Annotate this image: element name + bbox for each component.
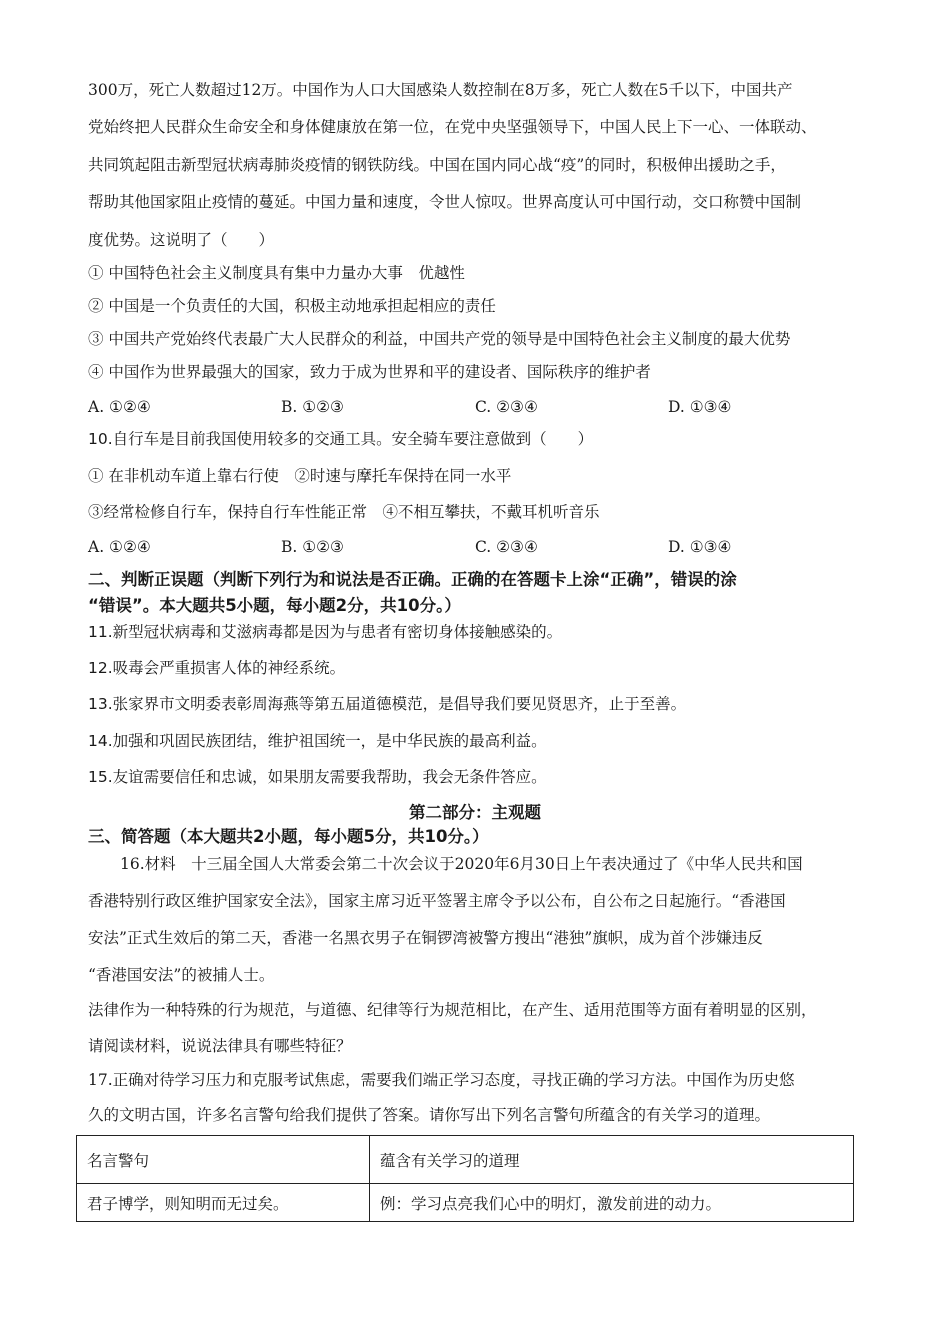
q17-line: 久的文明古国，许多名言警句给我们提供了答案。请你写出下列名言警句所蕴含的有关学习的道理。 <box>88 1106 771 1124</box>
q9-text-line: 度优势。这说明了（ ） <box>88 231 275 249</box>
q9-item: ④ 中国作为世界最强大的国家，致力于成为世界和平的建设者、国际秩序的维护者 <box>88 363 651 381</box>
q9-item: ③ 中国共产党始终代表最广大人民群众的利益，中国共产党的领导是中国特色社会主义制度的最大优势 <box>88 330 791 348</box>
q9-item: ① 中国特色社会主义制度具有集中力量办大事 优越性 <box>88 264 465 282</box>
table-row <box>77 1184 854 1222</box>
q10-option-b: B. ①②③ <box>281 538 344 556</box>
q11: 11.新型冠状病毒和艾滋病毒都是因为与患者有密切身体接触感染的。 <box>88 623 563 641</box>
q9-text-line: 300万，死亡人数超过12万。中国作为人口大国感染人数控制在8万多，死亡人数在5千以下，中国共产 <box>88 81 793 99</box>
q12: 12.吸毒会严重损害人体的神经系统。 <box>88 659 346 677</box>
q10-stem: 10.自行车是目前我国使用较多的交通工具。安全骑车要注意做到（ ） <box>88 430 594 448</box>
part2-title: 第二部分：主观题 <box>409 803 541 822</box>
q9-text-line: 帮助其他国家阻止疫情的蔓延。中国力量和速度，令世人惊叹。世界高度认可中国行动，交口称赞中国制 <box>88 193 802 211</box>
q16-material-line: “香港国安法”的被捕人士。 <box>88 966 275 984</box>
q9-text-line: 党始终把人民群众生命安全和身体健康放在第一位，在党中央坚强领导下，中国人民上下一心、一体联动、 <box>88 118 817 136</box>
section2-heading: 二、判断正误题（判断下列行为和说法是否正确。正确的在答题卡上涂“正确”，错误的涂 <box>88 570 737 589</box>
table-header-cell: 名言警句 <box>77 1136 370 1184</box>
q10-option-d: D. ①③④ <box>668 538 732 556</box>
q9-item: ② 中国是一个负责任的大国，积极主动地承担起相应的责任 <box>88 297 496 315</box>
q9-option-d: D. ①③④ <box>668 398 732 416</box>
q16-material-line: 香港特别行政区维护国家安全法》，国家主席习近平签署主席令予以公布，自公布之日起施行。“香港国 <box>88 892 786 910</box>
q9-option-a: A. ①②④ <box>88 398 151 416</box>
table-header-cell: 蕴含有关学习的道理 <box>370 1136 854 1184</box>
table-cell: 君子博学，则知明而无过矣。 <box>77 1184 370 1222</box>
q13: 13.张家界市文明委表彰周海燕等第五届道德模范，是倡导我们要见贤思齐，止于至善。 <box>88 695 687 713</box>
q16-question-line: 法律作为一种特殊的行为规范，与道德、纪律等行为规范相比，在产生、适用范围等方面有着明显的区别， <box>88 1001 817 1019</box>
q10-option-a: A. ①②④ <box>88 538 151 556</box>
q15: 15.友谊需要信任和忠诚，如果朋友需要我帮助，我会无条件答应。 <box>88 768 547 786</box>
q10-option-c: C. ②③④ <box>475 538 538 556</box>
q9-text-line: 共同筑起阻击新型冠状病毒肺炎疫情的钢铁防线。中国在国内同心战“疫”的同时，积极伸出援助之手， <box>88 156 786 174</box>
table-cell: 例：学习点亮我们心中的明灯，激发前进的动力。 <box>370 1184 854 1222</box>
q17-line: 17.正确对待学习压力和克服考试焦虑，需要我们端正学习态度，寻找正确的学习方法。中国作为历史悠 <box>88 1071 795 1089</box>
section3-heading: 三、简答题（本大题共2小题，每小题5分，共10分。） <box>88 827 489 846</box>
q14: 14.加强和巩固民族团结，维护祖国统一，是中华民族的最高利益。 <box>88 732 547 750</box>
q10-item: ③经常检修自行车，保持自行车性能正常 ④不相互攀扶，不戴耳机听音乐 <box>88 503 600 521</box>
q16-material-line: 16.材料 十三届全国人大常委会第二十次会议于2020年6月30日上午表决通过了《中华人民共和国 <box>120 855 803 873</box>
q10-item: ① 在非机动车道上靠右行使 ②时速与摩托车保持在同一水平 <box>88 467 512 485</box>
q9-option-c: C. ②③④ <box>475 398 538 416</box>
q16-question-line: 请阅读材料，说说法律具有哪些特征？ <box>88 1037 352 1055</box>
section2-heading-cont: “错误”。本大题共5小题，每小题2分，共10分。） <box>88 596 461 615</box>
q16-material-line: 安法”正式生效后的第二天，香港一名黑衣男子在铜锣湾被警方搜出“港独”旗帜，成为首个涉嫌违反 <box>88 929 763 947</box>
table-header-row <box>77 1136 854 1184</box>
q9-option-b: B. ①②③ <box>281 398 344 416</box>
maxims-table <box>76 1135 854 1222</box>
